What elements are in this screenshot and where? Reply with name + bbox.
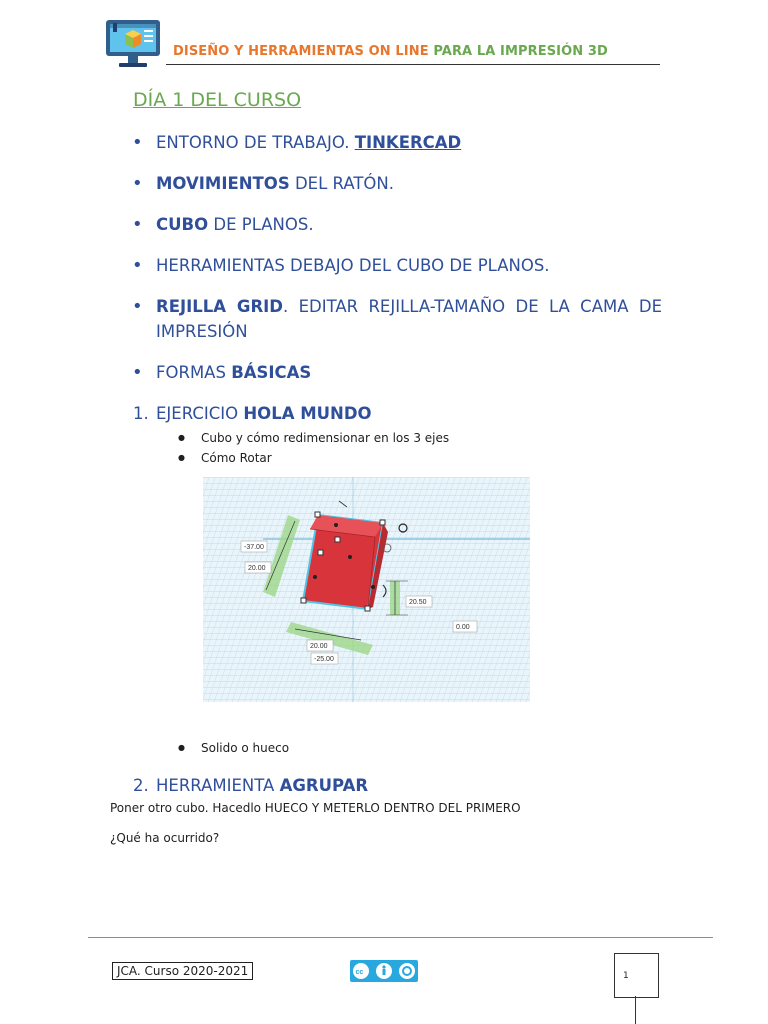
header-title-green: PARA LA IMPRESIÓN 3D [433, 44, 608, 59]
footer-course-label: JCA. Curso 2020-2021 [112, 962, 253, 980]
label-twenty-left: 20.00 [248, 565, 266, 572]
label-width: 20.00 [310, 643, 328, 650]
topic-item: • CUBO DE PLANOS. [132, 212, 662, 237]
list-item: ● Solido o hueco [178, 738, 289, 758]
document-header-title [173, 44, 608, 59]
exercise-sublist [178, 428, 449, 468]
footer-divider [88, 937, 713, 938]
header-title-orange: DISEÑO Y HERRAMIENTAS ON LINE [173, 44, 429, 59]
topic-list [132, 130, 662, 401]
header-divider [166, 64, 660, 65]
list-item: ● Cómo Rotar [178, 448, 449, 468]
topic-item: • MOVIMIENTOS DEL RATÓN. [132, 171, 662, 196]
section-heading-agrupar: 2. HERRAMIENTA AGRUPAR [133, 776, 369, 795]
label-neg37: -37.00 [244, 544, 264, 551]
section-heading-hola-mundo: 1. EJERCICIO HOLA MUNDO [133, 404, 372, 423]
topic-item: • FORMAS BÁSICAS [132, 360, 662, 385]
exercise-sublist-after [178, 738, 289, 758]
tinkercad-cube-screenshot [203, 477, 530, 702]
tinkercad-link[interactable]: TINKERCAD [354, 133, 462, 152]
creative-commons-by-icon [350, 960, 418, 982]
page-box-line [635, 996, 636, 1024]
question-paragraph: ¿Qué ha ocurrido? [110, 831, 220, 845]
label-height: 20.50 [409, 599, 427, 606]
svg-text:cc: cc [355, 969, 364, 976]
page-number: 1 [623, 971, 629, 981]
topic-item: • HERRAMIENTAS DEBAJO DEL CUBO DE PLANOS. [132, 253, 662, 278]
topic-item: • ENTORNO DE TRABAJO. TINKERCAD [132, 130, 662, 155]
day-title: DÍA 1 DEL CURSO [133, 89, 302, 111]
label-neg25: -25.00 [314, 656, 334, 663]
label-zero: 0.00 [456, 624, 470, 631]
list-item: ● Cubo y cómo redimensionar en los 3 ejes [178, 428, 449, 448]
instruction-paragraph: Poner otro cubo. Hacedlo HUECO Y METERLO DENTRO DEL PRIMERO [110, 801, 521, 815]
page-number-box [614, 953, 659, 998]
computer-3d-cube-icon [104, 18, 162, 70]
topic-item: • REJILLA GRID. EDITAR REJILLA-TAMAÑO DE LA CAMA DE IMPRESIÓN [132, 294, 662, 344]
